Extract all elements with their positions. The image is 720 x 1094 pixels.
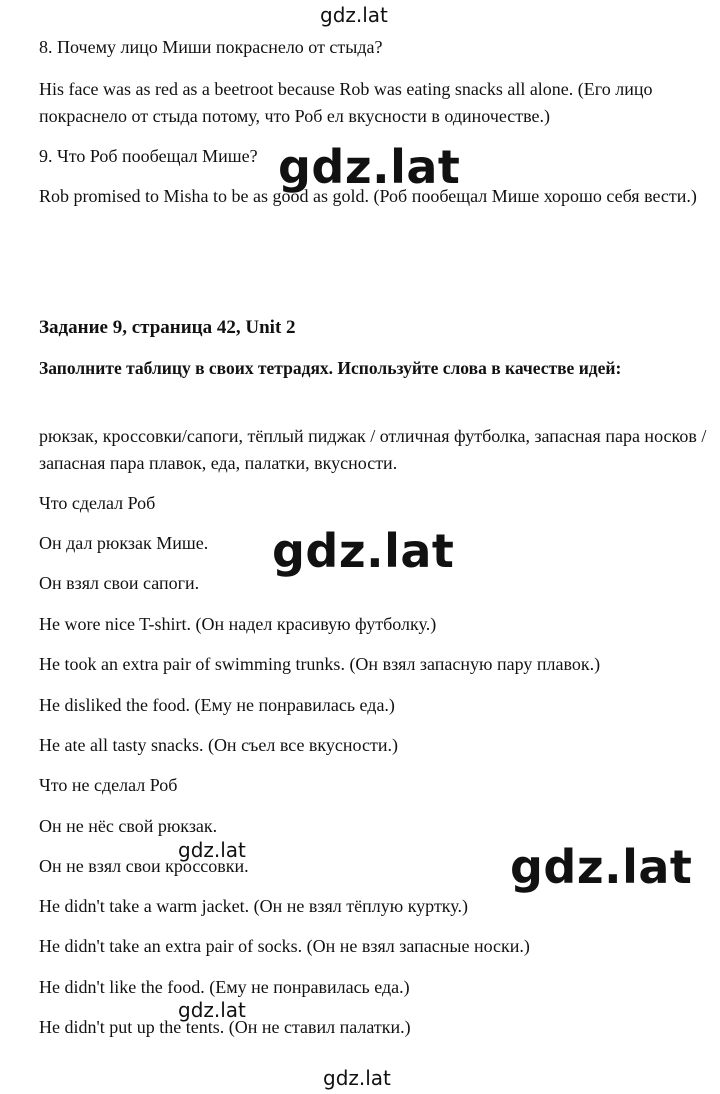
task-heading: Задание 9, страница 42, Unit 2: [39, 317, 296, 338]
watermark-small-1: gdz.lat: [178, 838, 246, 862]
question-9: 9. Что Роб пообещал Мише?: [39, 146, 258, 166]
did-item-6: He ate all tasty snacks. (Он съел все вкусности.): [39, 735, 398, 755]
answer-9: Rob promised to Misha to be as good as gold. (Роб пообещал Мише хорошо себя вести.): [39, 186, 697, 206]
did-item-3: He wore nice T-shirt. (Он надел красивую футболку.): [39, 614, 437, 634]
did-item-1: Он дал рюкзак Мише.: [39, 533, 209, 553]
didnt-item-6: He didn't put up the tents. (Он не ставил палатки.): [39, 1017, 411, 1037]
watermark-large-1: gdz.lat: [278, 140, 461, 194]
ideas-list: рюкзак, кроссовки/сапоги, тёплый пиджак / отличная футболка, запасная пара носков / запасная пара плавок, еда, палатки, вкусности.: [39, 426, 707, 473]
didnt-item-2: Он не взял свои кроссовки.: [39, 856, 249, 876]
didnt-item-1: Он не нёс свой рюкзак.: [39, 816, 218, 836]
didnt-item-4: He didn't take an extra pair of socks. (Он не взял запасные носки.): [39, 936, 530, 956]
task-instruction: Заполните таблицу в своих тетрадях. Используйте слова в качестве идей:: [39, 358, 622, 378]
did-section-title: Что сделал Роб: [39, 493, 156, 513]
watermark-small-2: gdz.lat: [178, 998, 246, 1022]
watermark-top: gdz.lat: [320, 3, 388, 27]
answer-8: His face was as red as a beetroot because Rob was eating snacks all alone. (Его лицо покраснело от стыда потому, что Роб ел вкусности в одиночестве.): [39, 79, 653, 126]
didnt-item-5: He didn't like the food. (Ему не понравилась еда.): [39, 977, 410, 997]
question-8: 8. Почему лицо Миши покраснело от стыда?: [39, 37, 383, 57]
did-item-4: He took an extra pair of swimming trunks. (Он взял запасную пару плавок.): [39, 654, 601, 674]
didnt-section-title: Что не сделал Роб: [39, 775, 178, 795]
did-item-2: Он взял свои сапоги.: [39, 573, 200, 593]
watermark-large-2: gdz.lat: [272, 524, 455, 578]
didnt-item-3: He didn't take a warm jacket. (Он не взял тёплую куртку.): [39, 896, 468, 916]
watermark-bottom: gdz.lat: [323, 1066, 391, 1090]
did-item-5: He disliked the food. (Ему не понравилась еда.): [39, 695, 395, 715]
watermark-large-3: gdz.lat: [510, 840, 693, 894]
